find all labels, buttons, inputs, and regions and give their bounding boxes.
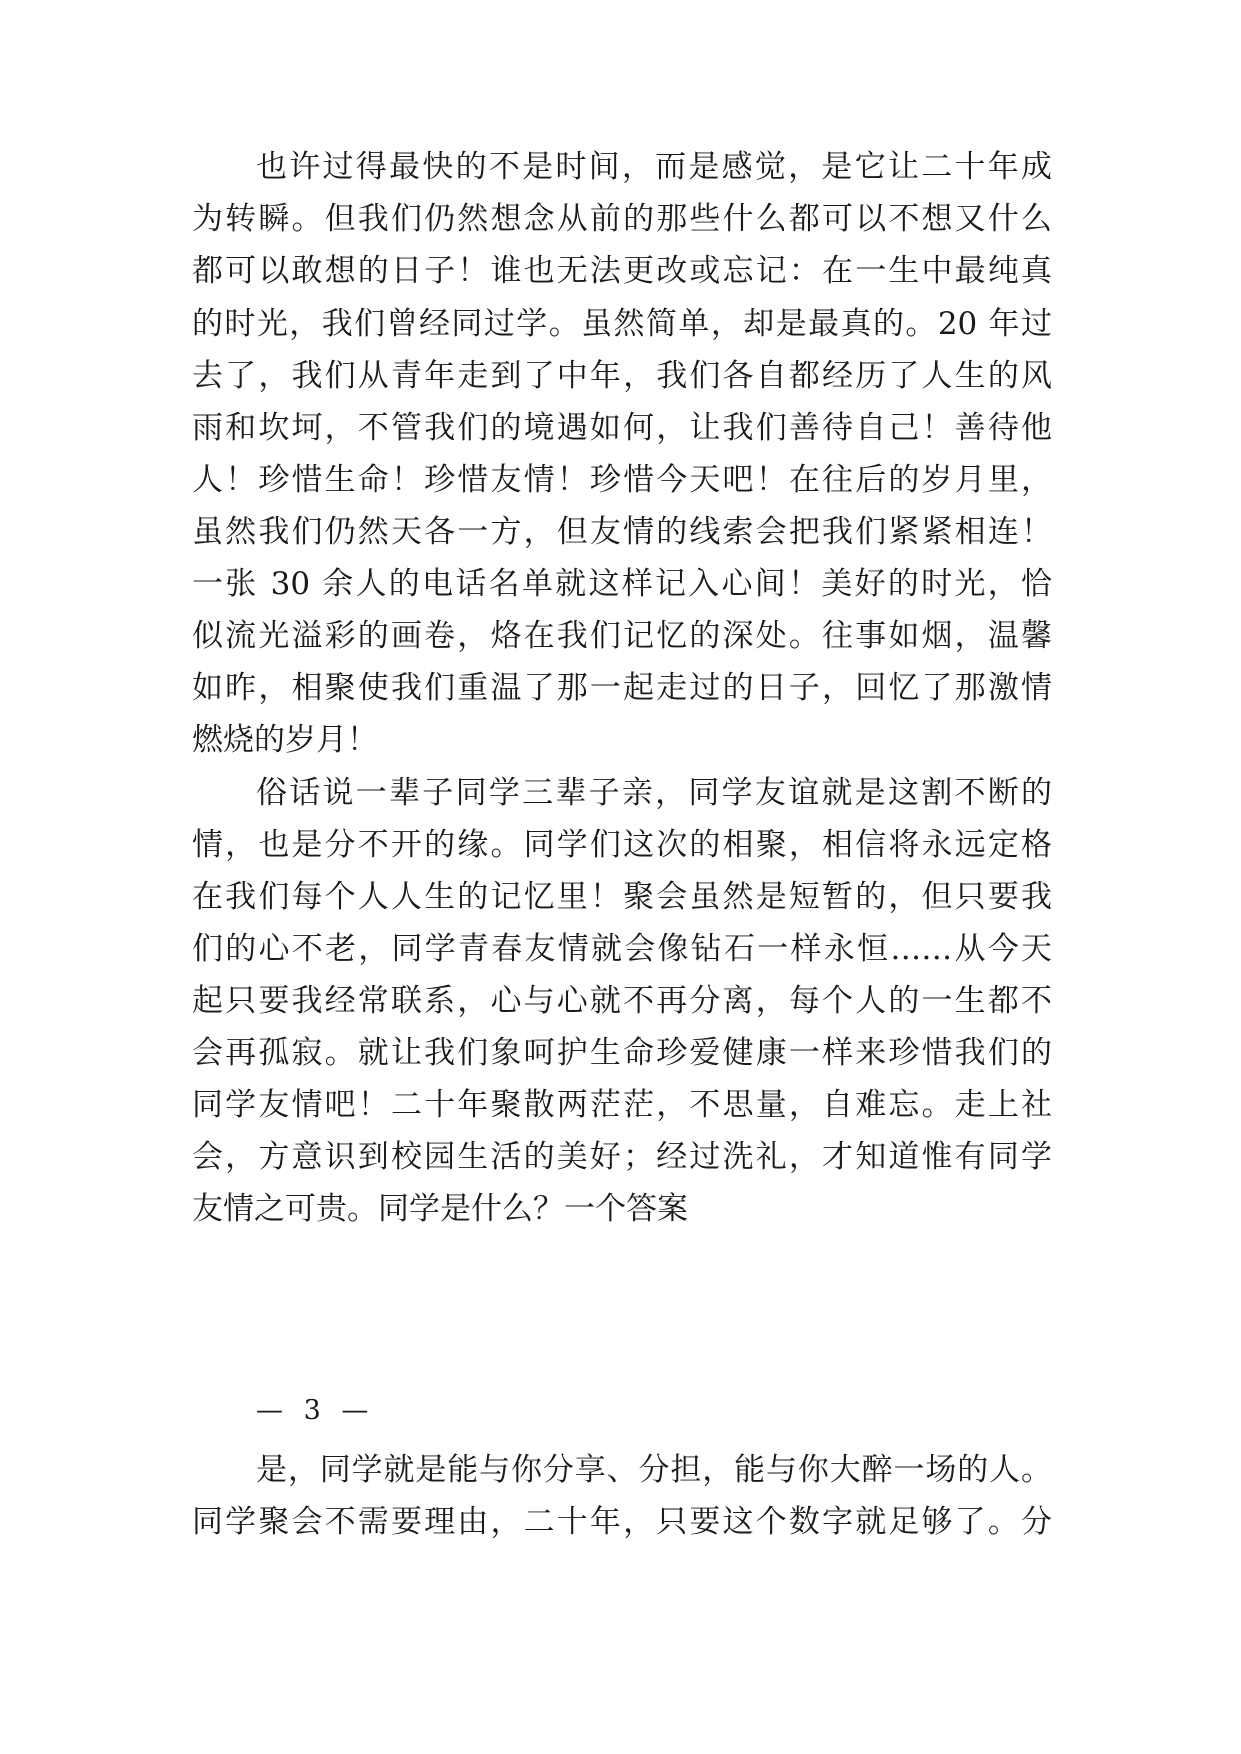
paragraph-2-line-1: 俗话说一辈子同学三辈子亲，同学友谊就是这割不断的 bbox=[256, 775, 1052, 811]
paragraph-1-line-8: 虽然我们仍然天各一方，但友情的线索会把我们紧紧相连！ bbox=[192, 514, 1052, 550]
paragraph-1-line-10: 似流光溢彩的画卷，烙在我们记忆的深处。往事如烟，温馨 bbox=[192, 618, 1052, 654]
paragraph-1-line-12: 燃烧的岁月！ bbox=[192, 722, 378, 758]
page-number: — 3 — bbox=[256, 1395, 375, 1426]
paragraph-1-line-4: 的时光，我们曾经同过学。虽然简单，却是最真的。20 年过 bbox=[192, 306, 1052, 342]
paragraph-1-line-11: 如昨，相聚使我们重温了那一起走过的日子，回忆了那激情 bbox=[192, 670, 1052, 706]
paragraph-3-line-1: 是，同学就是能与你分享、分担，能与你大醉一场的人。 bbox=[256, 1452, 1052, 1488]
paragraph-2-line-6: 会再孤寂。就让我们象呵护生命珍爱健康一样来珍惜我们的 bbox=[192, 1035, 1052, 1071]
paragraph-1-line-9: 一张 30 余人的电话名单就这样记入心间！美好的时光，恰 bbox=[192, 566, 1052, 602]
paragraph-1-line-2: 为转瞬。但我们仍然想念从前的那些什么都可以不想又什么 bbox=[192, 201, 1052, 237]
paragraph-3-line-2: 同学聚会不需要理由，二十年，只要这个数字就足够了。分 bbox=[192, 1504, 1052, 1540]
paragraph-2-line-3: 在我们每个人人生的记忆里！聚会虽然是短暂的，但只要我 bbox=[192, 879, 1052, 915]
paragraph-2-line-9: 友情之可贵。同学是什么？一个答案 bbox=[192, 1191, 688, 1227]
paragraph-1-line-3: 都可以敢想的日子！谁也无法更改或忘记：在一生中最纯真 bbox=[192, 253, 1052, 289]
paragraph-1-line-5: 去了，我们从青年走到了中年，我们各自都经历了人生的风 bbox=[192, 358, 1052, 394]
paragraph-1-line-7: 人！珍惜生命！珍惜友情！珍惜今天吧！在往后的岁月里， bbox=[192, 462, 1052, 498]
paragraph-2-line-2: 情，也是分不开的缘。同学们这次的相聚，相信将永远定格 bbox=[192, 827, 1052, 863]
paragraph-1-line-6: 雨和坎坷，不管我们的境遇如何，让我们善待自己！善待他 bbox=[192, 410, 1052, 446]
paragraph-2-line-4: 们的心不老，同学青春友情就会像钻石一样永恒……从今天 bbox=[192, 931, 1052, 967]
paragraph-1-line-1: 也许过得最快的不是时间，而是感觉，是它让二十年成 bbox=[256, 149, 1052, 185]
paragraph-2-line-5: 起只要我经常联系，心与心就不再分离，每个人的一生都不 bbox=[192, 983, 1052, 1019]
paragraph-2-line-7: 同学友情吧！二十年聚散两茫茫，不思量，自难忘。走上社 bbox=[192, 1087, 1052, 1123]
paragraph-2-line-8: 会，方意识到校园生活的美好；经过洗礼，才知道惟有同学 bbox=[192, 1139, 1052, 1175]
